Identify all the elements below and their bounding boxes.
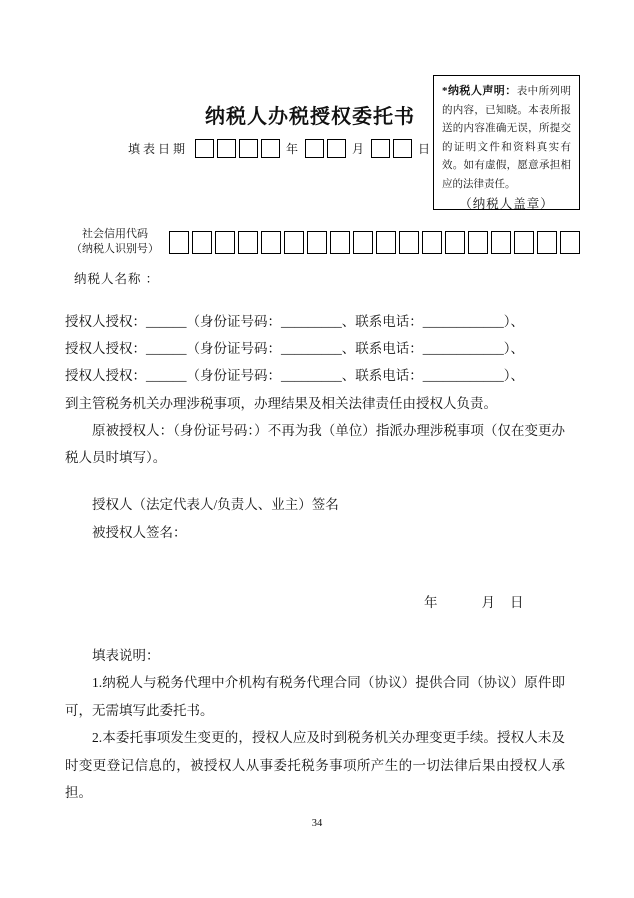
authorization-line: 授权人授权：______（身份证号码：_________、联系电话：____________）、: [65, 341, 524, 357]
revocation-clause: 原被授权人：（身份证号码：）不再为我（单位）指派办理涉税事项（仅在变更办税人员时填写）。: [65, 422, 565, 466]
fill-box: [330, 231, 350, 254]
fill-box: [195, 139, 214, 158]
credit-code-row: [64, 227, 581, 257]
authorization-closing: 到主管税务机关办理涉税事项，办理结果及相关法律责任由授权人负责。: [65, 395, 497, 411]
taxpayer-declaration-box: [433, 75, 580, 210]
fill-box: [422, 231, 442, 254]
fill-box: [445, 231, 465, 254]
month-label: 月: [352, 142, 365, 156]
fill-box: [239, 139, 258, 158]
declaration-body: 表中所列明的内容，已知晓。本表所报送的内容准确无误，所提交的证明文件和资料真实有效。如有虚假，愿意承担相应的法律责任。: [442, 86, 572, 190]
fill-box: [468, 231, 488, 254]
instruction-item: 1.纳税人与税务代理中介机构有税务代理合同（协议）提供合同（协议）原件即可，无需填写此委托书。: [65, 675, 565, 718]
fill-box: [215, 231, 235, 254]
fill-box: [399, 231, 419, 254]
declaration-title: *纳税人声明：: [442, 85, 517, 97]
sign-date-day-label: 日: [510, 595, 524, 610]
page-number: 34: [311, 818, 323, 829]
instruction-item: 2.本委托事项发生变更的，授权人应及时到税务机关办理变更手续。授权人未及时变更登记信息的，被授权人从事委托税务事项所产生的一切法律后果由授权人承担。: [65, 730, 565, 801]
authorized-signature-label: 被授权人签名：: [92, 525, 187, 540]
credit-code-label-line2: （纳税人识别号）: [71, 243, 159, 255]
fill-date-label: 填表日期: [128, 142, 189, 156]
fill-date-day-boxes: [369, 139, 413, 158]
fill-box: [327, 139, 346, 158]
fill-box: [238, 231, 258, 254]
page-title: 纳税人办税授权委托书: [205, 106, 415, 128]
fill-box: [537, 231, 557, 254]
fill-box: [514, 231, 534, 254]
sign-date-month-label: 月: [481, 595, 495, 610]
fill-box: [353, 231, 373, 254]
fill-box: [491, 231, 511, 254]
fill-date-month-boxes: [303, 139, 347, 158]
fill-box: [560, 231, 580, 254]
authorization-line: 授权人授权：______（身份证号码：_________、联系电话：____________）、: [65, 314, 524, 329]
fill-box: [305, 139, 324, 158]
credit-code-label-line1: 社会信用代码: [82, 228, 148, 240]
authorizer-signature-label: 授权人（法定代表人/负责人、业主）签名: [92, 497, 339, 512]
authorization-line: 授权人授权：______（身份证号码：_________、联系电话：____________）、: [65, 368, 524, 384]
signature-section: [65, 491, 565, 547]
instructions-heading: 填表说明：: [92, 648, 160, 663]
taxpayer-seal-note: （纳税人盖章）: [459, 196, 554, 211]
sign-date-year-label: 年: [424, 595, 438, 610]
sign-date-row: [424, 591, 524, 611]
fill-box: [217, 139, 236, 158]
fill-box: [393, 139, 412, 158]
fill-box: [371, 139, 390, 158]
authorization-section: [65, 308, 565, 471]
fill-box: [169, 231, 189, 254]
fill-box: [307, 231, 327, 254]
day-label: 日: [418, 142, 431, 156]
instructions-section: [65, 642, 565, 806]
fill-box: [261, 139, 280, 158]
fill-date-row: [128, 139, 430, 158]
credit-code-label: [64, 227, 166, 257]
fill-box: [192, 231, 212, 254]
fill-box: [261, 231, 281, 254]
fill-box: [376, 231, 396, 254]
fill-box: [284, 231, 304, 254]
year-label: 年: [286, 142, 299, 156]
fill-date-year-boxes: [193, 139, 281, 158]
credit-code-boxes: [167, 231, 581, 254]
taxpayer-name-label: 纳税人名称 ：: [74, 272, 160, 286]
